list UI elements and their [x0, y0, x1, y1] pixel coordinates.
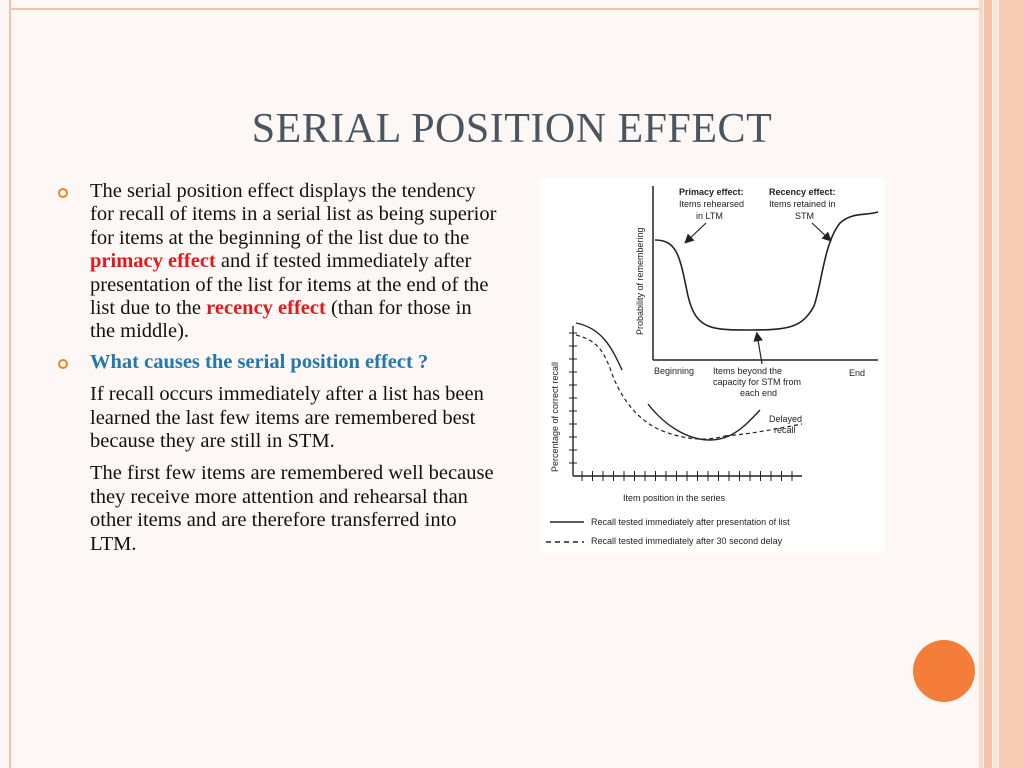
decorative-orange-circle: [913, 640, 975, 702]
serial-position-figure: [540, 178, 885, 553]
legend-dashed-text: Recall tested immediately after 30 second delay: [591, 536, 783, 546]
serial-position-diagram: [540, 178, 885, 553]
delayed-label-2: recall: [774, 425, 796, 435]
slide-body: [58, 180, 498, 556]
answer-paragraph-ltm: The first few items are remembered well because they receive more attention and rehearsal than other items and are therefore transferred into LTM.: [90, 462, 494, 555]
delayed-label-1: Delayed: [769, 414, 803, 424]
recency-line-1: Items retained in: [769, 199, 836, 209]
top-x-begin: Beginning: [654, 366, 695, 376]
bullet-item-question: [58, 351, 498, 374]
bullet-ring-icon: [58, 188, 68, 198]
slide-title: SERIAL POSITION EFFECT: [251, 106, 773, 152]
definition-text-2: and if tested immediately after presentation of the list for items at the end of the list due to the: [90, 250, 489, 320]
recency-effect-highlight: recency effect: [206, 297, 326, 320]
mid-label-1: Items beyond the: [713, 366, 783, 376]
primacy-line-2: in LTM: [696, 211, 723, 221]
primacy-line-1: Items rehearsed: [679, 199, 745, 209]
bottom-x-label: Item position in the series: [623, 493, 726, 503]
mid-label-3: each end: [740, 388, 778, 398]
bottom-y-label: Percentage of correct recall: [550, 361, 560, 472]
recency-line-2: STM: [795, 211, 814, 221]
legend-solid-text: Recall tested immediately after presentation of list: [591, 517, 790, 527]
primacy-title: Primacy effect:: [679, 187, 744, 197]
mid-label-2: capacity for STM from: [713, 377, 802, 387]
bullet-ring-icon: [58, 359, 68, 369]
bottom-x-ticks: [582, 471, 792, 481]
top-x-end: End: [849, 368, 866, 378]
definition-text-1: The serial position effect displays the tendency for recall of items in a serial list as being superior for items at the beginning of the list due to the: [90, 180, 497, 249]
frame-top-line: [9, 8, 979, 10]
top-y-label: Probability of remembering: [635, 227, 645, 335]
recency-title: Recency effect:: [769, 187, 836, 197]
definition-text-3: (than for those in the middle).: [90, 297, 472, 343]
primacy-effect-highlight: primacy effect: [90, 250, 216, 273]
answer-paragraph-stm: If recall occurs immediately after a list has been learned the last few items are remembered best because they are still in STM.: [90, 383, 484, 453]
question-heading: What causes the serial position effect ?: [90, 350, 429, 373]
bullet-item-definition: [58, 180, 498, 344]
